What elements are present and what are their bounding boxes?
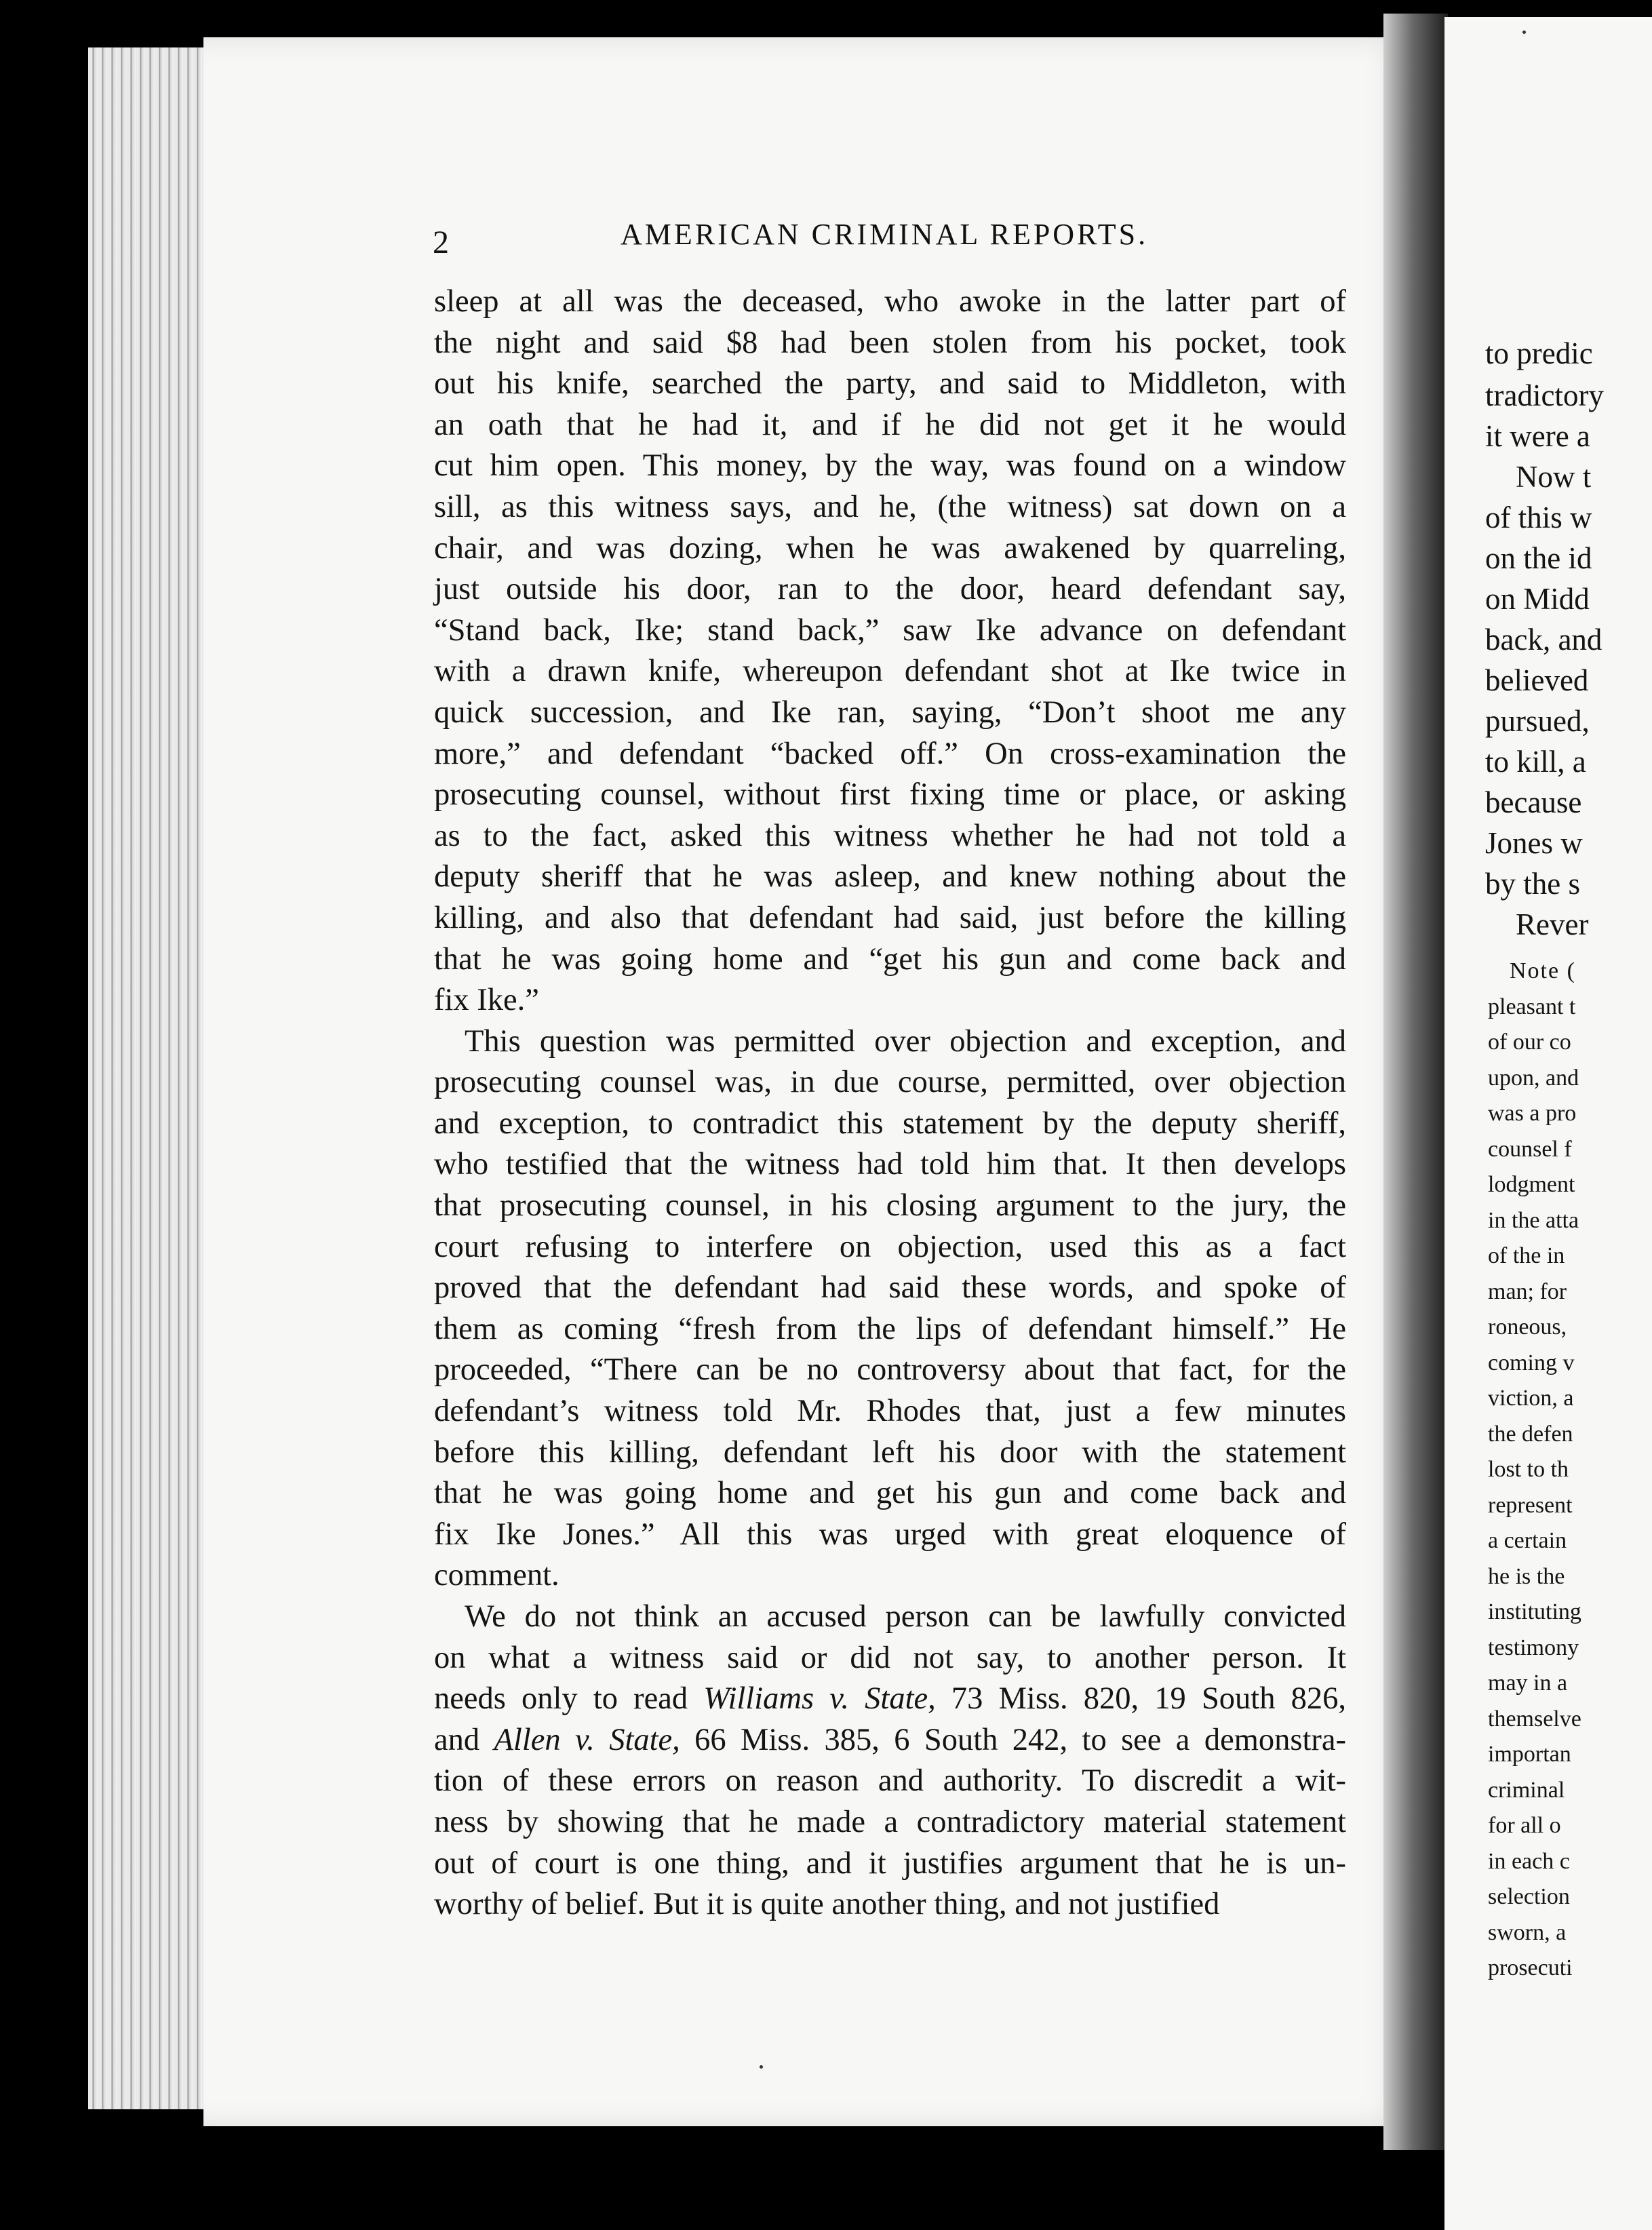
right-page-note-line: pleasant t [1488, 994, 1576, 1019]
right-page-note-line: viction, a [1488, 1386, 1574, 1411]
right-page-note-line: testimony [1488, 1635, 1579, 1660]
body-line: proved that the defendant had said these words, and spoke of [434, 1270, 1346, 1306]
right-page-note-line: in each c [1488, 1848, 1570, 1874]
body-line: chair, and was dozing, when he was awakened by quarreling, [434, 530, 1346, 566]
right-page-note-line: a certain [1488, 1528, 1567, 1553]
body-line: proceeded, “There can be no controversy about that fact, for the [434, 1352, 1346, 1388]
body-line: out of court is one thing, and it justifies argument that he is un- [434, 1845, 1346, 1881]
right-page-line: back, and [1485, 623, 1602, 657]
body-line: more,” and defendant “backed off.” On cross-examination the [434, 736, 1346, 771]
body-line: deputy sheriff that he was asleep, and knew nothing about the [434, 859, 1346, 895]
body-line: defendant’s witness told Mr. Rhodes that, just a few minutes [434, 1394, 1346, 1429]
right-page-note-line: lodgment [1488, 1172, 1575, 1197]
body-line: prosecuting counsel was, in due course, permitted, over objection [434, 1065, 1346, 1100]
right-page-line: Rever [1516, 907, 1589, 941]
body-line: This question was permitted over objection and exception, and [465, 1023, 1346, 1059]
body-line: that he was going home and get his gun and come back and [434, 1476, 1346, 1511]
left-page-body-text [434, 281, 1346, 1925]
right-page-line: of this w [1485, 501, 1592, 534]
body-paragraph [434, 1597, 1346, 1925]
right-page-line: Jones w [1485, 826, 1583, 860]
body-line: fix Ike Jones.” All this was urged with great eloquence of [434, 1517, 1346, 1552]
book-gutter [1383, 14, 1448, 2150]
body-line: prosecuting counsel, without first fixing time or place, or asking [434, 777, 1346, 813]
body-line: fix Ike.” [434, 983, 539, 1018]
body-line: quick succession, and Ike ran, saying, “Don’t shoot me any [434, 695, 1346, 730]
body-line: out his knife, searched the party, and said to Middleton, with [434, 366, 1346, 402]
body-line: killing, and also that defendant had said, just before the killing [434, 900, 1346, 935]
right-page-line: pursued, [1485, 704, 1590, 738]
body-line: as to the fact, asked this witness whether he had not told a [434, 818, 1346, 853]
body-line: court refusing to interfere on objection, used this as a fact [434, 1229, 1346, 1264]
right-page-note-line: counsel f [1488, 1136, 1572, 1162]
body-line: tion of these errors on reason and authority. To discredit a wit- [434, 1763, 1346, 1799]
right-page-note-line: in the atta [1488, 1207, 1579, 1233]
right-page-note-line: importan [1488, 1742, 1571, 1767]
right-page-note-line: upon, and [1488, 1065, 1579, 1091]
body-paragraph [434, 281, 1346, 1021]
right-page-note-line: selection [1488, 1884, 1570, 1909]
right-page-note-line: for all o [1488, 1813, 1561, 1838]
right-page-note-line: roneous, [1488, 1314, 1567, 1339]
right-page-line: by the s [1485, 867, 1580, 901]
right-page-note-line: coming v [1488, 1350, 1575, 1375]
body-line: on what a witness said or did not say, to another person. It [434, 1640, 1346, 1675]
body-line: “Stand back, Ike; stand back,” saw Ike advance on defendant [434, 612, 1346, 648]
right-page-note-line: sworn, a [1488, 1919, 1567, 1945]
right-page-note-line: Note ( [1510, 958, 1576, 983]
right-page-note-line: of our co [1488, 1030, 1571, 1055]
right-page-note-line: was a pro [1488, 1101, 1577, 1126]
right-page-line: tradictory [1485, 378, 1604, 412]
body-line: cut him open. This money, by the way, was found on a window [434, 448, 1346, 484]
right-page-note-line: lost to th [1488, 1457, 1569, 1482]
body-line: and exception, to contradict this statement by the deputy sheriff, [434, 1106, 1346, 1141]
body-line: the night and said $8 had been stolen from his pocket, took [434, 325, 1346, 360]
right-page-line: to kill, a [1485, 745, 1586, 779]
right-page-note-line: he is the [1488, 1563, 1565, 1589]
right-page-note-line: prosecuti [1488, 1955, 1573, 1980]
body-line: just outside his door, ran to the door, heard defendant say, [434, 572, 1346, 607]
right-page-note-line: represent [1488, 1492, 1573, 1518]
body-line: an oath that he had it, and if he did not get it he would [434, 407, 1346, 442]
right-page-note-line: man; for [1488, 1278, 1567, 1304]
body-line: and Allen v. State, 66 Miss. 385, 6 South 242, to see a demonstra- [434, 1722, 1347, 1757]
body-line: sleep at all was the deceased, who awoke in the latter part of [434, 284, 1346, 319]
body-line: worthy of belief. But it is quite another thing, and not justified [434, 1887, 1220, 1922]
body-line: that he was going home and “get his gun and come back and [434, 941, 1346, 977]
page-number: 2 [433, 224, 449, 260]
scan-speck [1522, 31, 1526, 34]
right-page-line: it were a [1485, 419, 1590, 453]
right-page-note-line: themselve [1488, 1706, 1581, 1732]
right-page [1444, 17, 1652, 2230]
right-page-note-line: the defen [1488, 1421, 1573, 1447]
right-page-line: because [1485, 785, 1582, 819]
body-line: who testified that the witness had told him that. It then develops [434, 1147, 1346, 1182]
right-page-line: on Midd [1485, 582, 1590, 616]
body-line: that prosecuting counsel, in his closing argument to the jury, the [434, 1188, 1346, 1224]
body-line: We do not think an accused person can be lawfully convicted [465, 1599, 1346, 1634]
right-page-note-line: may in a [1488, 1670, 1568, 1696]
body-paragraph [434, 1021, 1346, 1597]
right-page-note-line: instituting [1488, 1599, 1581, 1624]
body-line: sill, as this witness says, and he, (the witness) sat down on a [434, 489, 1346, 524]
body-line: with a drawn knife, whereupon defendant shot at Ike twice in [434, 654, 1346, 689]
body-line: comment. [434, 1558, 559, 1593]
right-page-note-line: of the in [1488, 1243, 1565, 1268]
page-edge-stack [88, 47, 210, 2109]
right-page-line: to predic [1485, 336, 1593, 370]
running-head-title: AMERICAN CRIMINAL REPORTS. [621, 218, 1149, 251]
scan-speck [760, 2065, 763, 2069]
body-line: them as coming “fresh from the lips of defendant himself.” He [434, 1311, 1346, 1346]
right-page-line: Now t [1516, 460, 1592, 494]
right-page-line: on the id [1485, 541, 1592, 575]
right-page-line: believed [1485, 663, 1589, 697]
body-line: before this killing, defendant left his door with the statement [434, 1434, 1346, 1470]
body-line: ness by showing that he made a contradictory material statement [434, 1804, 1346, 1839]
right-page-note-line: criminal [1488, 1777, 1565, 1803]
body-line: needs only to read Williams v. State, 73 Miss. 820, 19 South 826, [434, 1681, 1346, 1717]
